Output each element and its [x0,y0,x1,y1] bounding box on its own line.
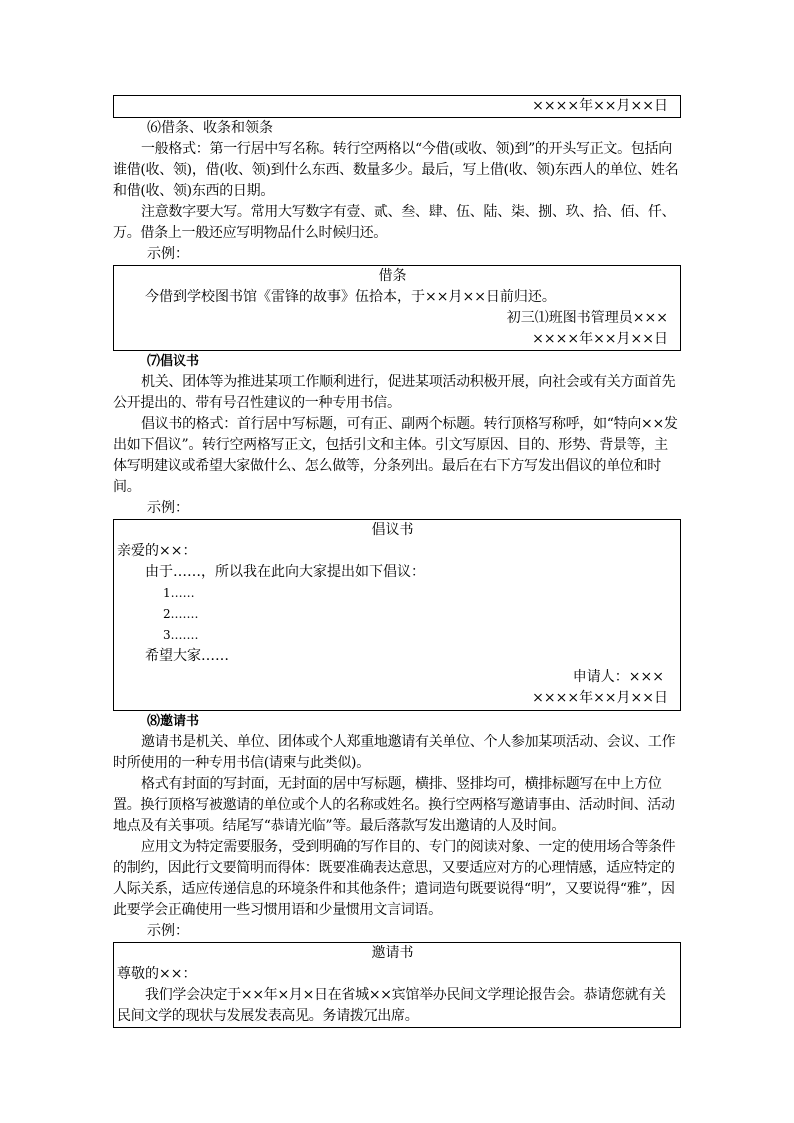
proposal-signer: 申请人：××× [572,669,664,685]
top-box-date: ××××年××月××日 [532,98,668,114]
proposal-salutation: 亲爱的××： [117,543,197,559]
section-8-example-label: 示例： [147,923,189,939]
document-page [113,95,681,1028]
iou-body: 今借到学校图书馆《雷锋的故事》伍拾本，于××月××日前归还。 [145,289,556,305]
iou-example-box [113,265,681,351]
section-7-para-2: 倡议书的格式：首行居中写标题，可有正、副两个标题。转行顶格写称呼，如“特向××发出如下倡议”。转行空两格写正文，包括引文和主体。引文写原因、目的、形势、背景等，主体写明建议或希望大家做什么、怎么做等，分条列出。最后在右下方写发出倡议的单位和时间。 [113,416,678,495]
section-6-para-2: 注意数字要大写。常用大写数字有壹、贰、叁、肆、伍、陆、柒、捌、玖、拾、佰、仟、万。借条上一般还应写明物品什么时候归还。 [113,204,676,241]
section-8-para-3: 应用文为特定需要服务，受到明确的写作目的、专门的阅读对象、一定的使用场合等条件的制约，因此行文要简明而得体：既要准确表达意思，又要适应对方的心理情感，适应特定的人际关系，适应传递信息的环境条件和其他条件；遣词造句既要说得“明”，又要说得“雅”，因此要学会正确使用一些习惯用语和少量惯用文言词语。 [113,839,676,918]
iou-date: ××××年××月××日 [532,331,668,347]
top-letter-box [113,95,681,118]
proposal-example-box [113,519,681,711]
section-6-heading: ⑹借条、收条和领条 [147,120,273,136]
section-8-heading: ⑻邀请书 [147,714,200,729]
proposal-title: 倡议书 [371,522,414,538]
invitation-body: 我们学会决定于××年×月×日在省城××宾馆举办民间文学理论报告会。恭请您就有关民间文学的现状与发展发表高见。务请拨冗出席。 [117,987,666,1024]
section-7-example-label: 示例： [147,500,189,516]
proposal-intro: 由于……，所以我在此向大家提出如下倡议： [145,564,425,580]
proposal-item-3: 3.…… [163,628,199,642]
proposal-date: ××××年××月××日 [532,690,668,706]
section-6-para-1: 一般格式：第一行居中写名称。转行空两格以“今借(或收、领)到”的开头写正文。包括向谁借(收、领)，借(收、领)到什么东西、数量多少。最后，写上借(收、领)东西人的单位、姓名和借(收、领)东西的日期。 [113,141,679,199]
proposal-item-1: 1…… [163,586,195,600]
iou-title: 借条 [378,268,407,284]
proposal-closing: 希望大家…… [145,648,229,664]
iou-signer: 初三⑴班图书管理员××× [506,310,668,326]
invitation-example-box [113,942,681,1028]
section-6-example-label: 示例： [147,246,189,262]
section-8-para-1: 邀请书是机关、单位、团体或个人郑重地邀请有关单位、个人参加某项活动、会议、工作时所使用的一种专用书信(请柬与此类似)。 [113,734,676,771]
section-7-para-1: 机关、团体等为推进某项工作顺利进行，促进某项活动积极开展，向社会或有关方面首先公开提出的、带有号召性建议的一种专用书信。 [113,374,676,411]
invitation-title: 邀请书 [371,945,414,961]
invitation-salutation: 尊敬的××： [117,966,197,982]
section-8-para-2: 格式有封面的写封面，无封面的居中写标题，横排、竖排均可，横排标题写在中上方位置。换行顶格写被邀请的单位或个人的名称或姓名。换行空两格写邀请事由、活动时间、活动地点及有关事项。结尾写“恭请光临”等。最后落款写发出邀请的人及时间。 [113,776,675,834]
section-7-heading: ⑺倡议书 [147,354,200,369]
proposal-item-2: 2.…… [163,607,199,621]
